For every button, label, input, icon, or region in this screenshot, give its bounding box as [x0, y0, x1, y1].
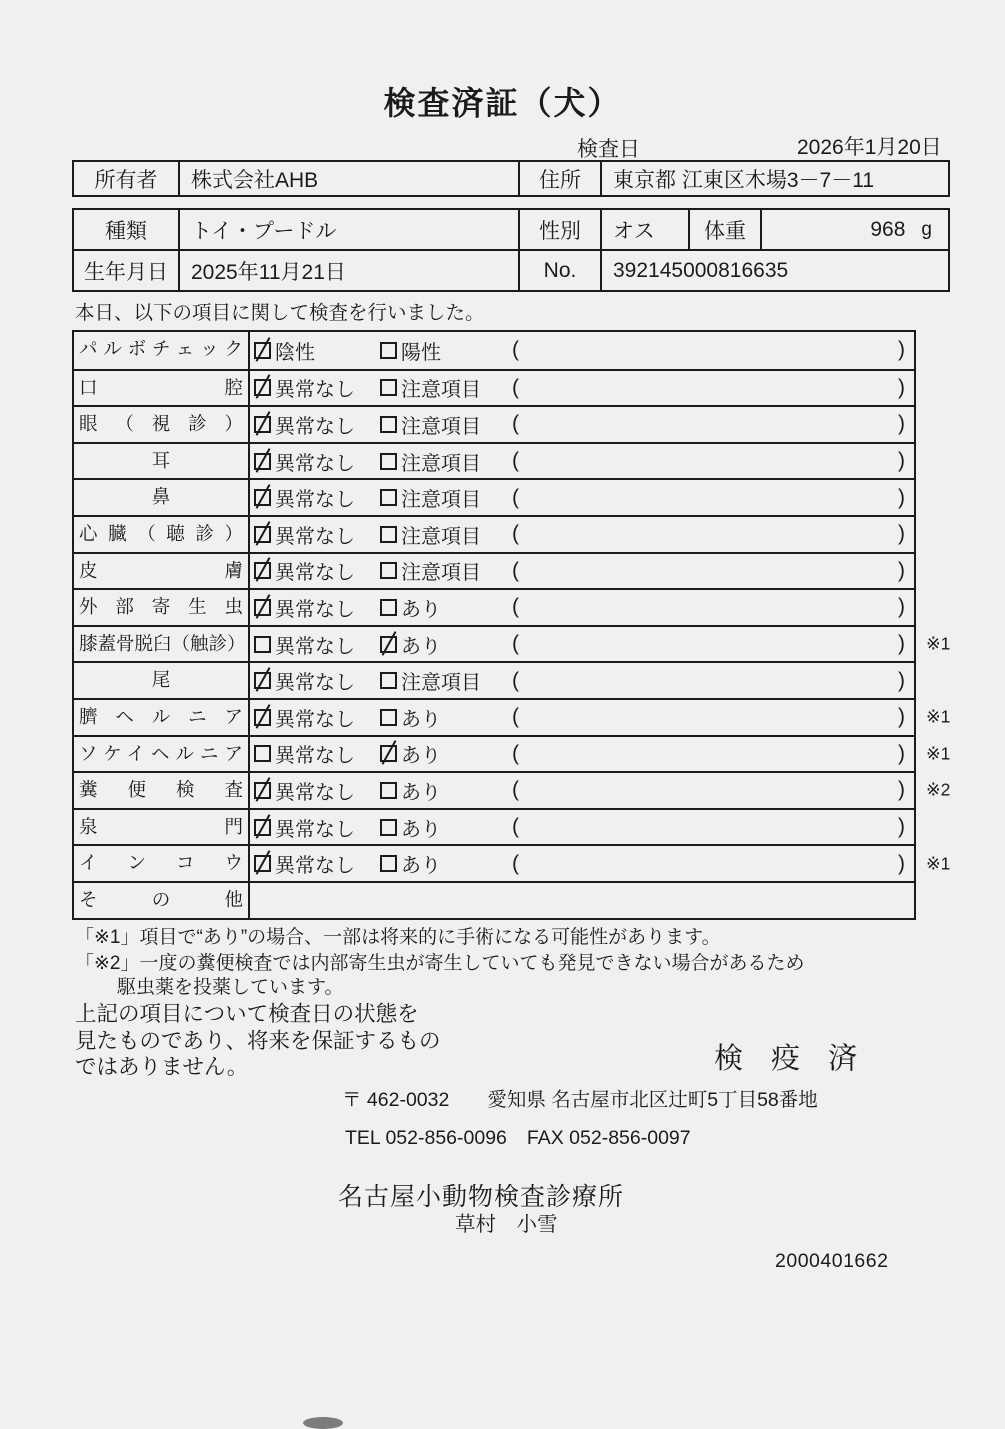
paren-close: ) [898, 449, 905, 473]
intro-text: 本日、以下の項目に関して検査を行いました。 [75, 302, 485, 324]
disclaimer-line-3: ではありません。 [75, 1055, 249, 1079]
birthdate-value: 2025年11月21日 [178, 251, 518, 290]
checkbox-icon [254, 416, 271, 433]
footnote-ref: ※1 [926, 706, 951, 727]
option-1-label: 異常なし [275, 452, 355, 475]
checklist-row-content [250, 371, 914, 406]
option-1 [254, 336, 380, 365]
checklist-row-content [250, 554, 914, 589]
checklist-row-content [250, 590, 914, 625]
checkbox-icon [254, 636, 271, 653]
option-1 [254, 630, 380, 659]
paren-close: ) [898, 632, 905, 656]
paren-close: ) [898, 815, 905, 839]
option-1-label: 異常なし [275, 598, 355, 621]
checkbox-icon [380, 782, 397, 799]
option-1 [254, 520, 380, 549]
checkbox-icon [254, 453, 271, 470]
checklist-item-label: パルボチェック [74, 332, 250, 369]
option-1-label: 異常なし [275, 855, 355, 878]
paren-close: ) [898, 522, 905, 546]
option-2-label: 注意項目 [401, 452, 481, 475]
checklist-row-fecal-exam [74, 771, 951, 808]
checkbox-icon [380, 562, 397, 579]
checklist-row-ears [74, 442, 914, 479]
checkbox-icon [254, 379, 271, 396]
number-value: 392145000816635 [600, 251, 948, 290]
option-2 [380, 666, 512, 695]
weight-number: 968 [870, 217, 906, 241]
sex-label: 性別 [518, 210, 600, 249]
checklist-item-label: その他 [74, 883, 250, 918]
owner-label: 所有者 [94, 168, 158, 192]
checkbox-icon [380, 745, 397, 762]
checklist-row-content [250, 773, 914, 808]
checklist-item-label: 糞便検査 [74, 773, 250, 808]
paren-close: ) [898, 705, 905, 729]
checklist-item-label: 尾 [74, 663, 250, 698]
checklist-row-content [250, 627, 914, 662]
paren-close: ) [898, 741, 905, 765]
postal-code: 〒 462-0032 [342, 1089, 450, 1111]
option-1 [254, 556, 380, 585]
option-2 [380, 739, 512, 768]
tel-number: TEL 052-856-0096 [345, 1127, 507, 1149]
breed-value: トイ・プードル [178, 210, 518, 249]
option-2-label: あり [401, 745, 441, 768]
checklist-row-parvo [74, 332, 914, 369]
paren-close: ) [898, 412, 905, 436]
option-2-label: 注意項目 [401, 525, 481, 548]
option-1 [254, 666, 380, 695]
checkbox-icon [254, 599, 271, 616]
paren-open: ( [512, 851, 519, 875]
paren-close: ) [898, 338, 905, 362]
option-1-label: 異常なし [275, 745, 355, 768]
footnote-ref: ※1 [926, 633, 951, 654]
checkbox-icon [254, 342, 271, 359]
paren-close: ) [898, 851, 905, 875]
checklist-row-content [250, 883, 914, 918]
checklist-row-mouth [74, 369, 914, 406]
option-2 [380, 336, 512, 365]
checklist-row-content [250, 846, 914, 881]
checkbox-icon [254, 672, 271, 689]
checklist-item-label: 膝蓋骨脱臼（触診） [74, 627, 250, 662]
checkbox-icon [254, 782, 271, 799]
checklist-row-cryptorchidism [74, 844, 951, 881]
disclaimer-line-1: 上記の項目について検査日の状態を [75, 1002, 419, 1026]
checkbox-icon [254, 709, 271, 726]
option-2-label: 注意項目 [401, 562, 481, 585]
paren-close: ) [898, 778, 905, 802]
checklist-item-label: 皮膚 [74, 554, 250, 589]
option-1 [254, 703, 380, 732]
paren-open: ( [512, 375, 519, 399]
checklist-item-label: 泉門 [74, 810, 250, 845]
option-2 [380, 447, 512, 476]
checklist-row-tail [74, 661, 914, 698]
clinic-name: 名古屋小動物検査診療所 [338, 1183, 625, 1211]
option-1 [254, 776, 380, 805]
examiner-name: 草村 小雪 [455, 1213, 558, 1236]
checklist-row-content [250, 737, 914, 772]
paren-open: ( [512, 741, 519, 765]
clinic-address: 愛知県 名古屋市北区辻町5丁目58番地 [487, 1089, 818, 1111]
checklist-item-label: 臍ヘルニア [74, 700, 250, 735]
option-1 [254, 739, 380, 768]
option-1 [254, 410, 380, 439]
paren-open: ( [512, 778, 519, 802]
owner-value: 株式会社AHB [178, 162, 518, 195]
checklist-row-eyes [74, 405, 914, 442]
checklist-row-content [250, 810, 914, 845]
paren-open: ( [512, 522, 519, 546]
paren-open: ( [512, 595, 519, 619]
option-2 [380, 410, 512, 439]
checklist-item-label: 鼻 [74, 480, 250, 515]
clinic-address-line [342, 1084, 818, 1112]
checklist-row-skin [74, 552, 914, 589]
option-1 [254, 483, 380, 512]
checklist-row-content [250, 663, 914, 698]
option-1 [254, 593, 380, 622]
breed-row [74, 210, 948, 249]
option-2 [380, 593, 512, 622]
option-2-label: あり [401, 781, 441, 804]
option-1-label: 異常なし [275, 562, 355, 585]
paren-close: ) [898, 375, 905, 399]
checklist-row-content [250, 517, 914, 552]
checklist-row-content [250, 332, 914, 369]
paren-open: ( [512, 485, 519, 509]
footnote-2: 「※2」一度の糞便検査では内部寄生虫が寄生していても発見できない場合があるため [75, 953, 805, 974]
checklist-row-content [250, 444, 914, 479]
tel-fax-line [345, 1127, 691, 1150]
checklist-row-content [250, 407, 914, 442]
paren-open: ( [512, 338, 519, 362]
inspection-date-value: 2026年1月20日 [797, 136, 942, 159]
option-2-label: 注意項目 [401, 489, 481, 512]
checkbox-icon [380, 379, 397, 396]
footnote-ref: ※1 [926, 853, 951, 874]
address-label: 住所 [518, 162, 600, 195]
checkbox-icon [254, 562, 271, 579]
checkbox-icon [380, 526, 397, 543]
checkbox-icon [380, 636, 397, 653]
checklist-row-patella [74, 625, 951, 662]
option-1-label: 異常なし [275, 672, 355, 695]
breed-label: 種類 [105, 219, 147, 243]
option-2 [380, 849, 512, 878]
option-1-label: 異常なし [275, 818, 355, 841]
paren-open: ( [512, 632, 519, 656]
owner-table [72, 160, 950, 197]
checklist-row-content [250, 700, 914, 735]
checkbox-icon [380, 416, 397, 433]
checkbox-icon [380, 453, 397, 470]
footnote-ref: ※1 [926, 743, 951, 764]
checkbox-icon [254, 745, 271, 762]
number-label: No. [518, 251, 600, 290]
scan-artifact [303, 1417, 343, 1429]
option-1-label: 異常なし [275, 525, 355, 548]
paren-close: ) [898, 595, 905, 619]
checklist-table [72, 330, 951, 920]
footnote-2-continued: 駆虫薬を投薬しています。 [117, 977, 344, 998]
option-2 [380, 630, 512, 659]
footnote-1: 「※1」項目で“あり”の場合、一部は将来的に手術になる可能性があります。 [75, 927, 721, 948]
checkbox-icon [380, 342, 397, 359]
checklist-item-label: ソケイヘルニア [74, 737, 250, 772]
option-2 [380, 373, 512, 402]
checkbox-icon [380, 489, 397, 506]
option-1-label: 陰性 [275, 341, 315, 364]
option-2-label: あり [401, 818, 441, 841]
checkbox-icon [380, 599, 397, 616]
paren-close: ) [898, 485, 905, 509]
weight-unit: g [921, 218, 932, 240]
checkbox-icon [380, 855, 397, 872]
checklist-row-ext-parasites [74, 588, 914, 625]
option-1 [254, 849, 380, 878]
birthdate-label: 生年月日 [84, 260, 168, 284]
checklist-row-other [74, 881, 914, 918]
option-2-label: あり [401, 598, 441, 621]
checklist-row-content [250, 480, 914, 515]
option-2-label: 注意項目 [401, 415, 481, 438]
serial-number: 2000401662 [775, 1250, 889, 1272]
inspection-date-label: 検査日 [577, 138, 640, 161]
option-2-label: あり [401, 855, 441, 878]
birth-row [74, 249, 948, 290]
paren-close: ) [898, 558, 905, 582]
animal-info-table [72, 208, 950, 292]
sex-value: オス [600, 210, 688, 249]
checkbox-icon [254, 819, 271, 836]
paren-open: ( [512, 815, 519, 839]
page-title: 検査済証（犬） [383, 85, 622, 121]
paren-open: ( [512, 412, 519, 436]
footnote-ref: ※2 [926, 779, 951, 800]
checklist-item-label: 外部寄生虫 [74, 590, 250, 625]
address-value: 東京都 江東区木場3－7－11 [600, 162, 948, 195]
weight-label: 体重 [688, 210, 760, 249]
checkbox-icon [254, 526, 271, 543]
checklist-item-label: 口腔 [74, 371, 250, 406]
checklist-row-fontanelle [74, 808, 914, 845]
option-2 [380, 776, 512, 805]
option-1-label: 異常なし [275, 635, 355, 658]
checklist-row-inguinal-hernia [74, 735, 951, 772]
option-1-label: 異常なし [275, 379, 355, 402]
option-1 [254, 447, 380, 476]
option-2 [380, 703, 512, 732]
quarantine-stamp: 検 疫 済 [714, 1043, 868, 1075]
paren-open: ( [512, 449, 519, 473]
checklist-row-umbilical-hernia [74, 698, 951, 735]
option-2 [380, 520, 512, 549]
option-2-label: 陽性 [401, 341, 441, 364]
paren-open: ( [512, 558, 519, 582]
option-2 [380, 483, 512, 512]
option-2-label: 注意項目 [401, 672, 481, 695]
option-1-label: 異常なし [275, 708, 355, 731]
fax-number: FAX 052-856-0097 [526, 1127, 691, 1149]
option-1 [254, 813, 380, 842]
option-2-label: あり [401, 635, 441, 658]
paren-close: ) [898, 668, 905, 692]
checklist-row-heart [74, 515, 914, 552]
weight-value [760, 210, 948, 249]
option-2-label: 注意項目 [401, 379, 481, 402]
checklist-row-nose [74, 478, 914, 515]
checklist-item-label: 眼（視診） [74, 407, 250, 442]
option-1 [254, 373, 380, 402]
option-1-label: 異常なし [275, 415, 355, 438]
option-1-label: 異常なし [275, 781, 355, 804]
option-1-label: 異常なし [275, 489, 355, 512]
checkbox-icon [254, 855, 271, 872]
checkbox-icon [380, 709, 397, 726]
checkbox-icon [380, 672, 397, 689]
option-2 [380, 556, 512, 585]
checklist-item-label: 心臓（聴診） [74, 517, 250, 552]
paren-open: ( [512, 668, 519, 692]
disclaimer-line-2: 見たものであり、将来を保証するもの [75, 1028, 441, 1053]
checklist-item-label: インコウ [74, 846, 250, 881]
checkbox-icon [380, 819, 397, 836]
option-2 [380, 813, 512, 842]
checklist-item-label: 耳 [74, 444, 250, 479]
checkbox-icon [254, 489, 271, 506]
paren-open: ( [512, 705, 519, 729]
disclaimer-text [75, 1001, 441, 1081]
option-2-label: あり [401, 708, 441, 731]
